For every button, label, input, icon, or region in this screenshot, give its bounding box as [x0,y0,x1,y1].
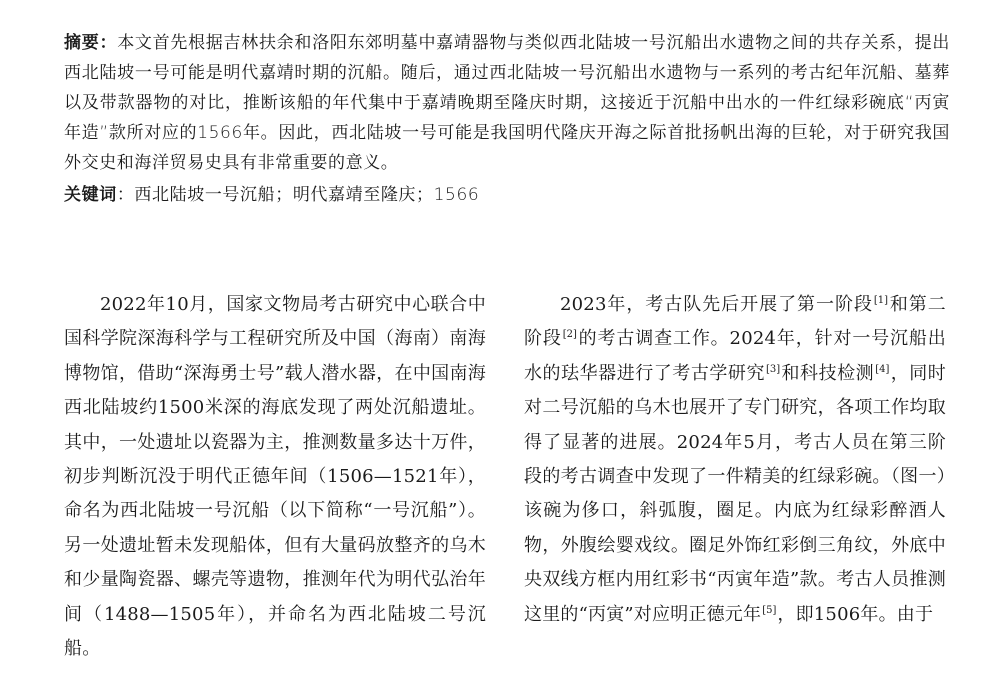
citation-ref-3: [3] [766,363,781,375]
citation-ref-4: [4] [875,363,890,375]
keywords-line [64,180,950,210]
abstract-section [64,28,950,210]
body-column-right [524,288,946,632]
body-text-segment: 和科技检测 [781,362,875,384]
keywords-label: 关键词 [64,185,117,205]
abstract-text: 本文首先根据吉林扶余和洛阳东郊明墓中嘉靖器物与类似西北陆坡一号沉船出水遗物之间的共存关系，提出西北陆坡一号可能是明代嘉靖时期的沉船。随后，通过西北陆坡一号沉船出水遗物与一系列的考古纪年沉船、墓葬以及带款器物的对比，推断该船的年代集中于嘉靖晚期至隆庆时期，这接近于沉船中出水的一件红绿彩碗底“丙寅年造”款所对应的1566年。因此，西北陆坡一号可能是我国明代隆庆开海之际首批扬帆出海的巨轮，对于研究我国外交史和海洋贸易史具有非常重要的意义。 [64,33,951,173]
body-paragraph-right [524,288,946,632]
abstract-label: 摘要 [64,33,100,53]
body-text-segment: ，即1506年。由于 [777,603,934,625]
citation-ref-1: [1] [873,295,889,306]
body-text-segment: 和第二阶段 [524,294,946,350]
body-text-segment: ，同时对二号沉船的乌木也展开了专门研究，各项工作均取得了显著的进展。2024年5月，考古人员在第三阶段的考古调查中发现了一件精美的红绿彩碗。（图一）该碗为侈口，斜弧腹，圈足。内底为红绿彩醉酒人物，外腹绘婴戏纹。圈足外饰红彩倒三角纹，外底中央双线方框内用红彩书“丙寅年造”款。考古人员推测这里的“丙寅”对应明正德元年 [524,362,946,625]
body-text-segment: 2023年，考古队先后开展了第一阶段 [560,294,873,315]
citation-ref-5: [5] [762,604,777,616]
keywords-colon: ： [116,185,135,205]
abstract-label-colon: ： [99,33,118,53]
body-column-left [64,288,486,666]
citation-ref-2: [2] [562,329,577,341]
keywords-text: 西北陆坡一号沉船；明代嘉靖至隆庆；1566 [134,185,480,205]
abstract-paragraph [64,28,950,178]
body-paragraph-left: 2022年10月，国家文物局考古研究中心联合中国科学院深海科学与工程研究所及中国（海南）南海博物馆，借助“深海勇士号”载人潜水器，在中国南海西北陆坡约1500米深的海底发现了两处沉船遗址。其中，一处遗址以瓷器为主，推测数量多达十万件，初步判断沉没于明代正德年间（1506—1521年），命名为西北陆坡一号沉船（以下简称“一号沉船”）。另一处遗址暂未发现船体，但有大量码放整齐的乌木和少量陶瓷器、螺壳等遗物，推测年代为明代弘治年间（1488—1505年），并命名为西北陆坡二号沉船。 [64,294,486,660]
body-text-segment: 的考古调查工作。2024年，针对一号沉船出水的珐华器进行了考古学研究 [524,328,946,384]
